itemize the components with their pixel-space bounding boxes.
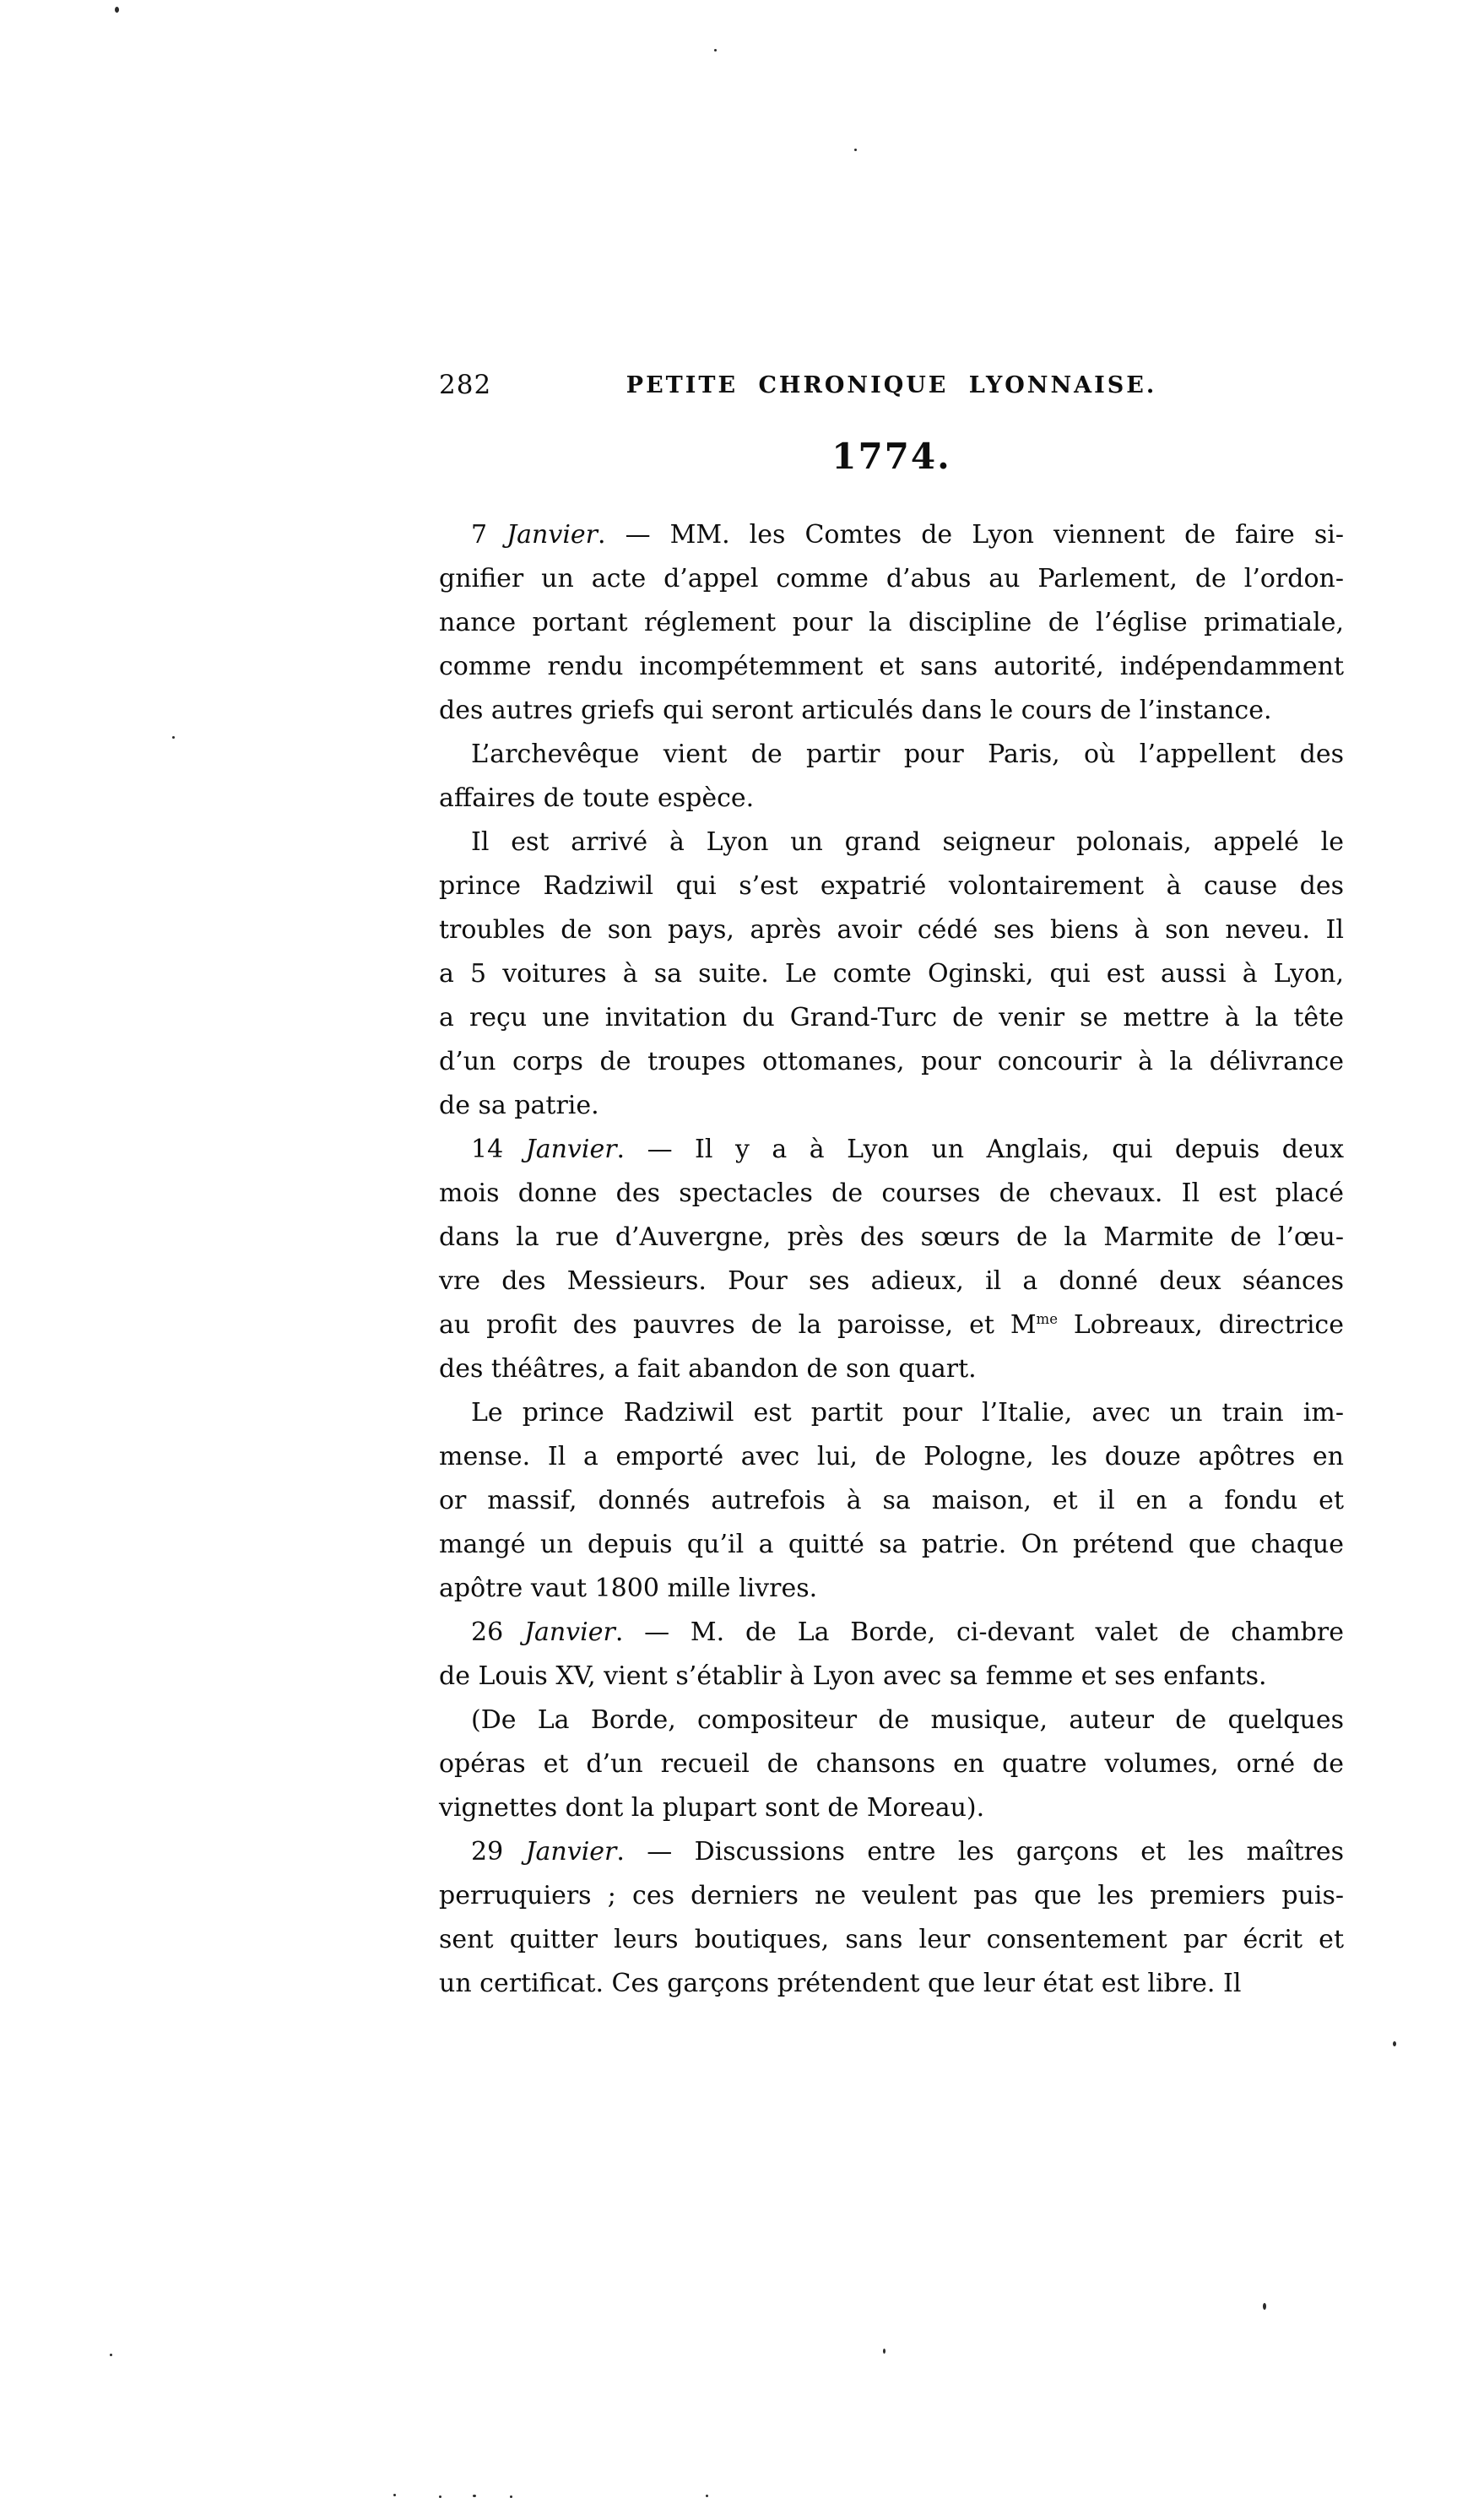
text-line: opéras et d’un recueil de chansons en quatre volumes, orné de — [439, 1749, 1344, 1779]
text-line: d’un corps de troupes ottomanes, pour concourir à la délivrance — [439, 1047, 1344, 1076]
text-line: sent quitter leurs boutiques, sans leur consentement par écrit et — [439, 1925, 1344, 1954]
text-line: vignettes dont la plupart sont de Moreau). — [439, 1793, 985, 1823]
date-number: 26 — [471, 1617, 524, 1647]
paragraph-laborde-note — [439, 1699, 1344, 1830]
text-line: apôtre vaut 1800 mille livres. — [439, 1574, 818, 1603]
text-line: mangé un depuis qu’il a quitté sa patrie. On prétend que chaque — [439, 1530, 1344, 1559]
text-line: de sa patrie. — [439, 1091, 599, 1120]
text-line: Le prince Radziwil est partit pour l’Italie, avec un train im- — [471, 1398, 1344, 1428]
scan-speckle — [714, 49, 717, 51]
text-line: dans la rue d’Auvergne, près des sœurs de la Marmite de l’œu- — [439, 1222, 1344, 1252]
date-number: 14 — [471, 1135, 526, 1164]
running-title: PETITE CHRONIQUE LYONNAISE. — [626, 372, 1157, 398]
date-month-italic: Janvier — [523, 1617, 615, 1647]
text-line: Il est arrivé à Lyon un grand seigneur polonais, appelé le — [471, 827, 1344, 857]
text-line: a reçu une invitation du Grand-Turc de venir se mettre à la tête — [439, 1003, 1344, 1032]
date-number: 29 — [471, 1837, 526, 1867]
text-line — [439, 1128, 1344, 1172]
text-line — [439, 1303, 1344, 1347]
text-line: troubles de son pays, après avoir cédé ses biens à son neveu. Il — [439, 915, 1344, 945]
scan-speckle — [883, 2349, 886, 2354]
line-text: . — MM. les Comtes de Lyon viennent de faire si- — [598, 520, 1344, 550]
paragraph-entry-29-janvier — [439, 1830, 1344, 2006]
line-text: Lobreaux, directrice — [1057, 1310, 1344, 1340]
date-month-italic: Janvier — [506, 520, 598, 550]
text-line: prince Radziwil qui s’est expatrié volontairement à cause des — [439, 871, 1344, 901]
line-text: . — M. de La Borde, ci-devant valet de chambre — [615, 1617, 1344, 1647]
running-head — [439, 368, 1344, 407]
text-line: un certificat. Ces garçons prétendent que leur état est libre. Il — [439, 1969, 1242, 1998]
text-block — [439, 513, 1344, 2006]
paragraph-entry-14-janvier — [439, 1128, 1344, 1391]
page-number: 282 — [439, 370, 492, 400]
paragraph-entry-26-janvier — [439, 1611, 1344, 1699]
scan-speckle — [706, 2495, 708, 2497]
text-line: L’archevêque vient de partir pour Paris, où l’appellent des — [471, 740, 1344, 769]
scan-speckle — [854, 149, 857, 151]
line-text: . — Il y a à Lyon un Anglais, qui depuis deux — [616, 1135, 1344, 1164]
paragraph-archeveque — [439, 733, 1344, 821]
scan-speckle — [115, 7, 119, 13]
scan-speckle — [1393, 2041, 1396, 2046]
text-line — [439, 513, 1344, 557]
text-line: mois donne des spectacles de courses de chevaux. Il est placé — [439, 1179, 1344, 1208]
date-month-italic: Janvier — [525, 1837, 617, 1867]
year-heading: 1774. — [831, 436, 951, 477]
text-line: de Louis XV, vient s’établir à Lyon avec sa femme et ses enfants. — [439, 1661, 1267, 1691]
paragraph-prince-radziwil — [439, 821, 1344, 1128]
date-number: 7 — [471, 520, 507, 550]
text-line: perruquiers ; ces derniers ne veulent pas que les premiers puis- — [439, 1881, 1344, 1910]
scan-speckle — [110, 2354, 112, 2356]
text-line: affaires de toute espèce. — [439, 783, 755, 813]
text-line: comme rendu incompétemment et sans autorité, indépendamment — [439, 652, 1344, 681]
text-line: (De La Borde, compositeur de musique, auteur de quelques — [471, 1705, 1344, 1735]
text-line: mense. Il a emporté avec lui, de Pologne, les douze apôtres en — [439, 1442, 1344, 1471]
paragraph-radziwil-italie — [439, 1391, 1344, 1611]
paragraph-entry-7-janvier — [439, 513, 1344, 733]
text-line — [439, 1611, 1344, 1655]
superscript-me: me — [1036, 1311, 1058, 1327]
text-line: vre des Messieurs. Pour ses adieux, il a donné deux séances — [439, 1266, 1344, 1296]
text-line: a 5 voitures à sa suite. Le comte Oginski, qui est aussi à Lyon, — [439, 959, 1344, 989]
text-line — [439, 1830, 1344, 1874]
text-line: nance portant réglement pour la discipline de l’église primatiale, — [439, 608, 1344, 637]
line-text: . — Discussions entre les garçons et les maîtres — [616, 1837, 1344, 1867]
text-line: des autres griefs qui seront articulés dans le cours de l’instance. — [439, 696, 1272, 725]
text-line: des théâtres, a fait abandon de son quart. — [439, 1354, 977, 1384]
scan-speckle — [1263, 2303, 1266, 2310]
line-text: au profit des pauvres de la paroisse, et M — [439, 1310, 1037, 1340]
scan-speckle — [473, 2495, 476, 2497]
scan-speckle — [393, 2494, 396, 2496]
text-line: gnifier un acte d’appel comme d’abus au Parlement, de l’ordon- — [439, 564, 1344, 593]
text-line: or massif, donnés autrefois à sa maison, et il en a fondu et — [439, 1486, 1344, 1515]
date-month-italic: Janvier — [525, 1135, 617, 1164]
scan-speckle — [172, 736, 175, 739]
